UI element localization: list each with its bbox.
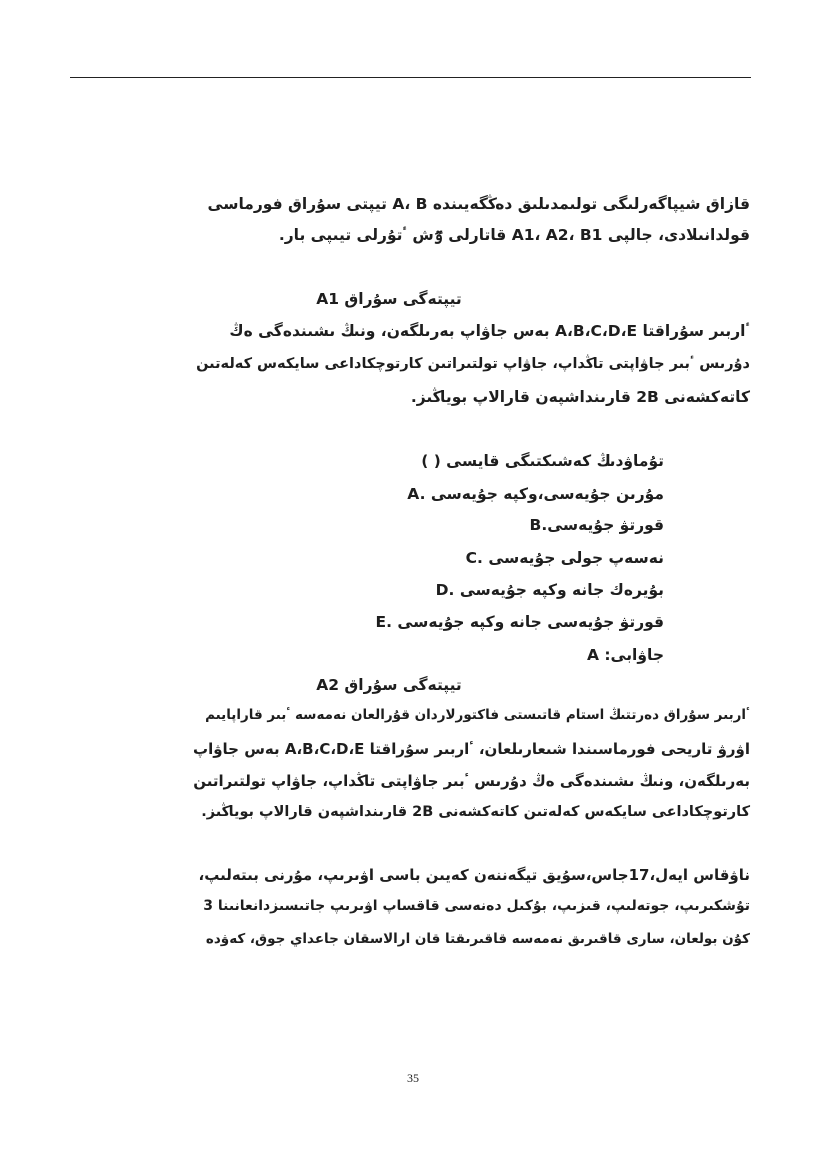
option-b: B.قورتۋ جۇيەسى — [529, 516, 664, 534]
answer: جاۋابى: A — [586, 646, 664, 664]
case-line-1: ناۋقاس ايەل،17جاس،سۇيق تيگەننەن كەيىن باسى اۋىرىپ، مۇرنى بىتەلىپ، — [198, 866, 750, 884]
option-a: A. مۇرىن جۇيەسى،وكپە جۇيەسى — [407, 485, 664, 503]
case-line-2: تۇشكىرىپ، جوتەلىپ، قىزىپ، بۇكىل دەنەسى قاقساپ اۋىرىپ جاتىسىزدانعانىنا 3 — [203, 898, 750, 914]
a1-heading: A1 تيپتەگى سۇراق — [316, 290, 462, 308]
option-e: E. قورتۋ جۇيەسى جانە وكپە جۇيەسى — [375, 613, 664, 631]
a2-body-line-4: كارتوچكاداعى سايكەس كەلەتىن كاتەكشەنى 2B قارىنداشپەن قارالاپ بوياڭىز. — [201, 804, 750, 820]
intro-line-1: قازاق شيپاگەرلىگى تولىمدىلىق دەڭگەيىندە A، B تيپتى سۇراق فورماسى — [207, 195, 750, 213]
case-line-3: كۇن بولعان، سارى قاقىرىق نەمەسە قاقىرىقتا قان ارالاسقان جاعداي جوق، كەۋدە — [205, 931, 750, 947]
option-d: D. بۇيرەك جانە وكپە جۇيەسى — [435, 581, 664, 599]
a1-body-line-2: دۇرىس ٴبىر جاۋاپتى تاڭداپ، جاۋاپ تولتىراتىن كارتوچكاداعى سايكەس كەلەتىن — [196, 356, 750, 372]
intro-line-2: قولدانىلادى، جالپى A1، A2، B1 قاتارلى ٷش ٴتۇرلى تيىپى بار. — [278, 226, 750, 244]
option-c: C. نەسەپ جولى جۇيەسى — [465, 549, 664, 567]
a2-body-line-3: بەرىلگەن، ونىڭ ىشىندەگى ەڭ دۇرىس ٴبىر جاۋاپتى تاڭداپ، جاۋاپ تولتىراتىن — [193, 772, 750, 790]
a2-body-line-1: ٴاربىر سۇراق دەرتتىڭ استام قاتىستى فاكتورلاردان قۇرالعان نەمەسە ٴبىر قاراپايىم — [205, 707, 750, 723]
page-number: 35 — [407, 1071, 419, 1085]
a2-body-line-2: اۋرۋ تاريحى فورماسىندا شىعارىلعان، ٴاربىر سۇراقتا A،B،C،D،E بەس جاۋاپ — [193, 740, 750, 758]
a2-heading: A2 تيپتەگى سۇراق — [316, 676, 462, 694]
a1-body-line-1: ٴاربىر سۇراقتا A،B،C،D،E بەس جاۋاپ بەرىلگەن، ونىڭ ىشىندەگى ەڭ — [229, 322, 750, 340]
header-rule — [70, 77, 751, 78]
question-stem: تۇماۋدىڭ كەشىكتىگى قايسى ( ) — [421, 452, 664, 470]
a1-body-line-3: كاتەكشەنى 2B قارىنداشپەن قارالاپ بوياڭىز. — [410, 388, 750, 406]
